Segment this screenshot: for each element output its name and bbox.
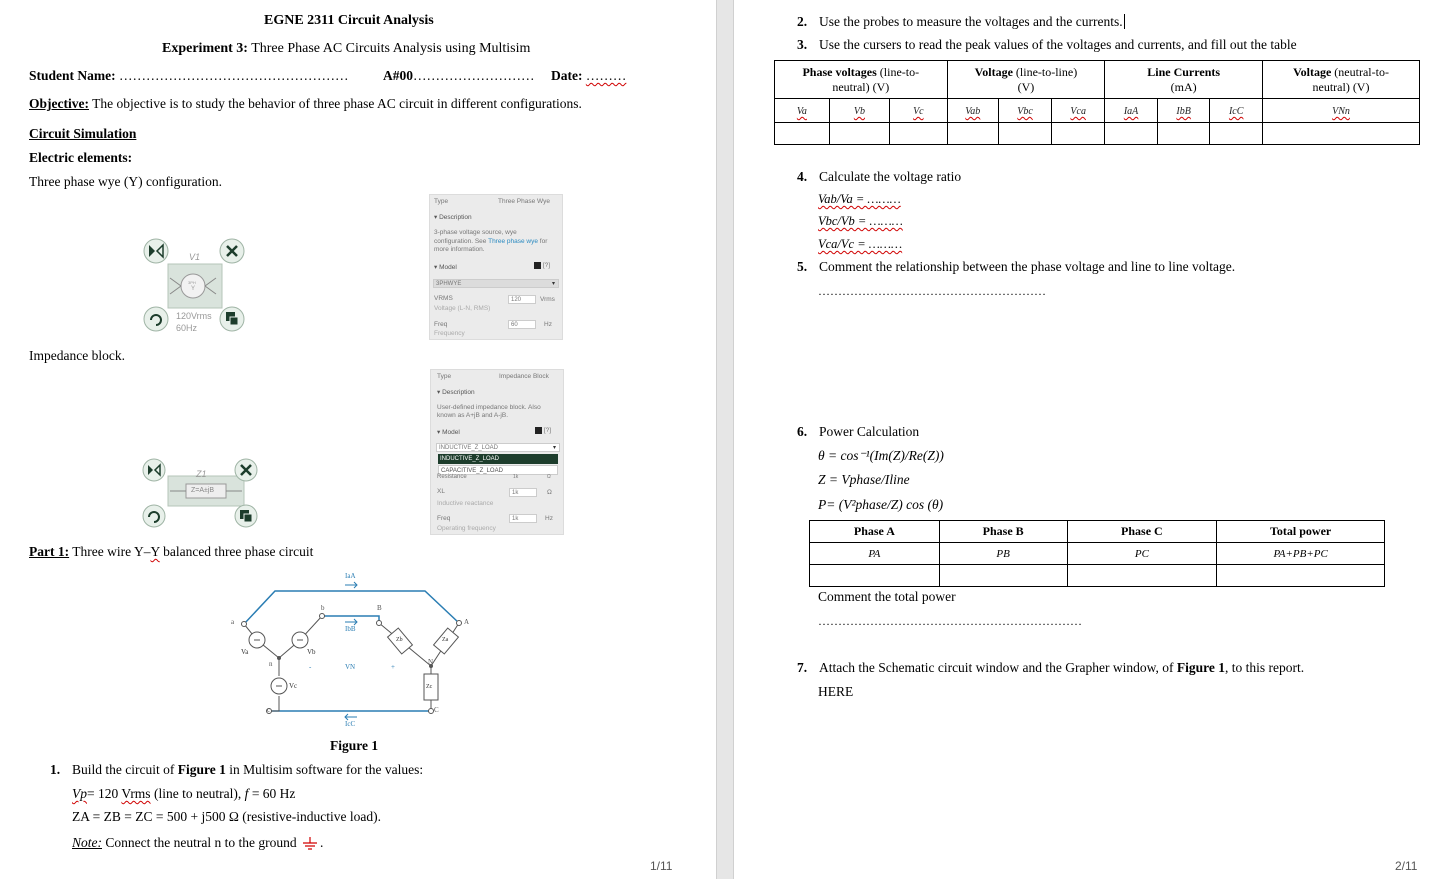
a-number-blank[interactable]: ……………………… bbox=[413, 68, 535, 83]
copy-square-front bbox=[230, 317, 238, 325]
date-blank[interactable]: ……… bbox=[585, 68, 627, 83]
dropdown-option-capacitive[interactable]: CAPACITIVE_Z_LOAD bbox=[438, 465, 558, 475]
symbol-cell: Vb bbox=[829, 99, 889, 123]
symbol-cell: Vca bbox=[1052, 99, 1105, 123]
header-phase-a: Phase A bbox=[810, 521, 940, 543]
formula-p: P= (V²phase/Z) cos (θ) bbox=[818, 497, 944, 512]
document-page-1 bbox=[0, 0, 716, 879]
measurements-table bbox=[774, 60, 1420, 145]
wire-line-a bbox=[244, 591, 459, 624]
experiment-heading bbox=[162, 41, 530, 57]
value-cell[interactable] bbox=[1105, 123, 1158, 145]
ratio-2[interactable]: Vbc/Vb = ……… bbox=[818, 214, 903, 228]
wye-description-label: Description bbox=[439, 214, 472, 221]
symbol-pb: PB bbox=[939, 543, 1067, 565]
header-line-voltages: Voltage (line-to-line) (V) bbox=[947, 61, 1105, 99]
symbol-cell: Vc bbox=[890, 99, 948, 123]
ratio-3[interactable]: Vca/Vc = ……… bbox=[818, 237, 903, 251]
comment-total-blank[interactable]: ………………………………………………………… bbox=[818, 614, 1082, 628]
step-7-text-after: , to this report. bbox=[1225, 660, 1305, 675]
power-table bbox=[809, 520, 1385, 587]
label-zb: Zb bbox=[396, 637, 403, 643]
value-cell[interactable] bbox=[1067, 565, 1217, 587]
student-info-line bbox=[29, 68, 349, 84]
symbol-cell: IbB bbox=[1157, 99, 1210, 123]
wye-model-header[interactable]: ▾ Model bbox=[434, 264, 457, 271]
impedance-resistance-label: Resistance bbox=[437, 474, 467, 480]
impedance-tile bbox=[140, 456, 264, 530]
measurements-value-row bbox=[775, 123, 1420, 145]
wye-freq-sub: Frequency bbox=[434, 330, 465, 337]
copy-square-front bbox=[244, 514, 252, 522]
rotate-icon bbox=[144, 307, 168, 331]
label-minus: - bbox=[309, 663, 312, 671]
impedance-help-text: [?] bbox=[543, 427, 552, 435]
measurements-header-row bbox=[775, 61, 1420, 99]
value-cell[interactable] bbox=[829, 123, 889, 145]
label-vn: VN bbox=[345, 663, 356, 671]
value-cell[interactable] bbox=[1210, 123, 1263, 145]
value-cell[interactable] bbox=[810, 565, 940, 587]
note-line: Note: Connect the neutral n to the ground . bbox=[72, 835, 324, 850]
impedance-freq-unit: Hz bbox=[545, 515, 553, 522]
symbol-total: PA+PB+PC bbox=[1217, 543, 1385, 565]
vp-symbol: Vp bbox=[72, 786, 87, 801]
header-phase-voltages: Phase voltages (line-to- neutral) (V) bbox=[775, 61, 948, 99]
wye-vrms-sub: Voltage (L-N, RMS) bbox=[434, 305, 491, 312]
step-7 bbox=[797, 660, 1304, 676]
label-B: B bbox=[377, 604, 382, 612]
step-4-text: Calculate the voltage ratio bbox=[819, 169, 962, 184]
value-cell[interactable] bbox=[775, 123, 830, 145]
impedance-type-label: Type bbox=[437, 373, 452, 380]
impedance-resistance-unit: Ω bbox=[547, 474, 551, 480]
step-4-number: 4. bbox=[797, 169, 808, 184]
info-icon bbox=[534, 262, 541, 269]
wye-help-text: [?] bbox=[542, 262, 551, 270]
step-2-number: 2. bbox=[797, 14, 808, 29]
note-text: Connect the neutral n to the ground bbox=[102, 835, 300, 850]
impedance-freq-sub: Operating frequency bbox=[437, 525, 496, 532]
here-placeholder: HERE bbox=[818, 684, 854, 699]
impedance-model-header[interactable]: ▾ Model bbox=[437, 429, 460, 436]
step-1-text-after: in Multisim software for the values: bbox=[225, 762, 424, 777]
info-icon bbox=[535, 427, 542, 434]
label-vc: Vc bbox=[289, 682, 298, 690]
step-7-figure-ref: Figure 1 bbox=[1176, 660, 1226, 675]
part1-label: Part 1: bbox=[29, 544, 70, 559]
wye-description-line3: more information. bbox=[434, 246, 485, 253]
step-5-answer-blank[interactable]: ………………………………………………… bbox=[818, 284, 1046, 298]
current-arrow-a bbox=[345, 582, 357, 588]
wye-properties-panel bbox=[429, 194, 563, 340]
node-C bbox=[429, 709, 434, 714]
impedance-block-text-label: Z=A±jB bbox=[191, 487, 215, 494]
symbol-cell: Vab bbox=[947, 99, 998, 123]
label-va: Va bbox=[241, 648, 249, 656]
step-5-number: 5. bbox=[797, 259, 808, 274]
wye-vrms-label: VRMS bbox=[434, 295, 453, 302]
step-5 bbox=[797, 259, 1235, 275]
step-1 bbox=[50, 762, 423, 778]
step-4 bbox=[797, 169, 961, 185]
source-symbol-bottom: Y bbox=[191, 286, 196, 292]
impedance-model-label: Model bbox=[442, 429, 460, 436]
step-3-number: 3. bbox=[797, 37, 808, 52]
label-zc: Zc bbox=[426, 684, 433, 690]
vrms-unit: Vrms bbox=[121, 786, 151, 801]
rotate-icon bbox=[143, 505, 165, 527]
wye-model-value: 3PHWYE bbox=[436, 281, 462, 287]
value-cell[interactable] bbox=[890, 123, 948, 145]
value-cell[interactable] bbox=[1263, 123, 1420, 145]
value-cell[interactable] bbox=[1052, 123, 1105, 145]
label-n: n bbox=[269, 660, 273, 668]
impedance-properties-panel bbox=[430, 369, 564, 535]
ratio-1[interactable]: Vab/Va = ……… bbox=[818, 192, 901, 206]
impedance-xl-input[interactable]: 1k bbox=[509, 488, 537, 497]
objective-text: The objective is to study the behavior of three phase AC circuit in different configurations. bbox=[92, 96, 582, 111]
impedance-resistance-value: 1k bbox=[513, 474, 519, 480]
step-1-number: 1. bbox=[50, 762, 61, 777]
symbol-cell: Va bbox=[775, 99, 830, 123]
label-iaa: IaA bbox=[345, 572, 356, 580]
value-cell[interactable] bbox=[939, 565, 1067, 587]
wye-description-text-end: for bbox=[537, 238, 548, 245]
impedance-freq-input[interactable]: 1k bbox=[509, 514, 537, 523]
student-name-blank[interactable]: …………………………………………… bbox=[119, 68, 349, 83]
figure-1-circuit bbox=[225, 570, 485, 730]
label-vb: Vb bbox=[307, 648, 316, 656]
formula-z: Z = Vphase/Iline bbox=[818, 472, 910, 487]
measurements-symbol-row bbox=[775, 99, 1420, 123]
objective-line bbox=[29, 96, 582, 112]
power-header-row bbox=[810, 521, 1385, 543]
page-number-1: 1/11 bbox=[650, 859, 673, 873]
wye-description-header[interactable]: ▾ Description bbox=[434, 214, 472, 221]
impedance-help-button[interactable] bbox=[535, 427, 551, 434]
ground-icon bbox=[300, 837, 320, 851]
wye-description-line1: 3-phase voltage source, wye bbox=[434, 229, 517, 236]
wye-description-line2 bbox=[434, 238, 547, 245]
step-3 bbox=[797, 37, 1297, 53]
symbol-pc: PC bbox=[1067, 543, 1217, 565]
symbol-cell: Vbc bbox=[998, 99, 1051, 123]
header-line-currents: Line Currents (mA) bbox=[1105, 61, 1263, 99]
wye-freq-input[interactable]: 60 bbox=[508, 320, 536, 329]
label-za: Za bbox=[442, 637, 449, 643]
wye-description-link[interactable]: Three phase wye bbox=[488, 238, 538, 245]
node-B bbox=[377, 621, 382, 626]
symbol-cell: IaA bbox=[1105, 99, 1158, 123]
wye-model-select[interactable] bbox=[433, 279, 559, 288]
label-ibb: IbB bbox=[345, 625, 356, 633]
page-gutter bbox=[716, 0, 734, 879]
impedance-xl-unit: Ω bbox=[547, 489, 552, 496]
vp-value: = 120 bbox=[87, 786, 122, 801]
circuit-simulation-heading: Circuit Simulation bbox=[29, 126, 137, 141]
chevron-down-icon: ▾ bbox=[552, 445, 556, 451]
step-6 bbox=[797, 424, 919, 440]
impedance-model-value: INDUCTIVE_Z_LOAD bbox=[439, 445, 499, 451]
source-label-vrms: 120Vrms bbox=[176, 311, 212, 321]
wye-freq-unit: Hz bbox=[544, 321, 552, 328]
a-number-field bbox=[383, 68, 535, 84]
page-number-2: 2/11 bbox=[1395, 859, 1418, 873]
part1-text-y: Y bbox=[150, 544, 160, 559]
impedance-label-z1: Z1 bbox=[196, 469, 207, 479]
impedance-description-line2: known as A+jB and A-jB. bbox=[437, 412, 509, 419]
step-5-text: Comment the relationship between the phase voltage and line to line voltage. bbox=[819, 259, 1236, 274]
step-2-text: Use the probes to measure the voltages and the currents. bbox=[819, 14, 1123, 29]
wye-freq-label: Freq bbox=[434, 321, 448, 328]
label-plus: + bbox=[391, 663, 395, 671]
circuit-diagram bbox=[225, 570, 485, 730]
node-a bbox=[242, 622, 247, 627]
electric-elements-heading: Electric elements: bbox=[29, 150, 133, 165]
step-3-text: Use the cursers to read the peak values of the voltages and currents, and fill out the table bbox=[819, 37, 1297, 52]
header-phase-b: Phase B bbox=[939, 521, 1067, 543]
student-name-label: Student Name: bbox=[29, 68, 116, 83]
symbol-cell: IcC bbox=[1210, 99, 1263, 123]
experiment-label: Experiment 3: bbox=[162, 41, 248, 56]
values-line-2: ZA = ZB = ZC = 500 + j500 Ω (resistive-inductive load). bbox=[72, 809, 381, 824]
source-symbol-top: 3PH bbox=[188, 280, 196, 285]
figure-caption: Figure 1 bbox=[330, 738, 379, 753]
formula-theta: θ = cos⁻¹(Im(Z)/Re(Z)) bbox=[818, 448, 944, 463]
values-line-1 bbox=[72, 786, 295, 802]
value-cell[interactable] bbox=[1157, 123, 1210, 145]
header-neutral-voltage: Voltage (neutral-to- neutral) (V) bbox=[1263, 61, 1420, 99]
step-2 bbox=[797, 14, 1125, 30]
header-total-power: Total power bbox=[1217, 521, 1385, 543]
comment-total-power: Comment the total power bbox=[818, 589, 956, 604]
impedance-freq-label: Freq bbox=[437, 515, 451, 522]
node-n bbox=[277, 656, 281, 660]
step-7-number: 7. bbox=[797, 660, 808, 675]
symbol-cell: VNn bbox=[1263, 99, 1420, 123]
step-1-text-before: Build the circuit of bbox=[72, 762, 178, 777]
node-A bbox=[457, 621, 462, 626]
wye-type-label: Type bbox=[434, 198, 449, 205]
label-a: a bbox=[231, 618, 235, 626]
wye-description-text: configuration. See bbox=[434, 238, 489, 245]
date-label: Date: bbox=[551, 68, 583, 83]
step-1-figure-ref: Figure 1 bbox=[177, 762, 226, 777]
step-6-text: Power Calculation bbox=[819, 424, 920, 439]
header-phase-c: Phase C bbox=[1067, 521, 1217, 543]
wye-config-text: Three phase wye (Y) configuration. bbox=[29, 174, 223, 189]
impedance-description-header[interactable]: ▾ Description bbox=[437, 389, 475, 396]
impedance-model-select[interactable] bbox=[436, 443, 560, 452]
part1-text-after: balanced three phase circuit bbox=[159, 544, 314, 559]
label-A: A bbox=[464, 618, 470, 626]
label-N: N bbox=[428, 658, 434, 666]
label-c: c bbox=[267, 706, 271, 714]
impedance-type-value: Impedance Block bbox=[499, 373, 549, 380]
power-symbol-row bbox=[810, 543, 1385, 565]
line-to-neutral-text: (line to neutral), bbox=[150, 786, 245, 801]
node-b bbox=[320, 614, 325, 619]
source-label-hz: 60Hz bbox=[176, 323, 198, 333]
label-icc: IcC bbox=[345, 720, 356, 728]
power-value-row bbox=[810, 565, 1385, 587]
label-C: C bbox=[434, 706, 439, 714]
part1-text-before: Three wire Y– bbox=[72, 544, 151, 559]
value-cell[interactable] bbox=[1217, 565, 1385, 587]
dropdown-option-inductive[interactable]: INDUCTIVE_Z_LOAD bbox=[438, 454, 558, 464]
impedance-block-text: Impedance block. bbox=[29, 348, 125, 363]
value-cell[interactable] bbox=[947, 123, 998, 145]
date-field bbox=[551, 68, 626, 84]
note-label: Note: bbox=[72, 835, 102, 850]
document-title: EGNE 2311 Circuit Analysis bbox=[264, 13, 434, 28]
part1-heading bbox=[29, 544, 313, 560]
symbol-pa: PA bbox=[810, 543, 940, 565]
wye-type-value: Three Phase Wye bbox=[498, 198, 550, 205]
frequency-value: = 60 Hz bbox=[248, 786, 296, 801]
objective-label: Objective: bbox=[29, 96, 89, 111]
impedance-description-line1: User-defined impedance block. Also bbox=[437, 404, 541, 411]
document-page-2 bbox=[734, 0, 1439, 879]
text-cursor bbox=[1124, 14, 1125, 29]
step-7-text-before: Attach the Schematic circuit window and the Grapher window, of bbox=[819, 660, 1177, 675]
wye-help-button[interactable] bbox=[534, 262, 550, 269]
wye-vrms-unit: Vrms bbox=[540, 296, 555, 303]
a-number-label: A#00 bbox=[383, 68, 413, 83]
value-cell[interactable] bbox=[998, 123, 1051, 145]
chevron-down-icon: ▾ bbox=[551, 281, 555, 287]
impedance-description-label: Description bbox=[442, 389, 475, 396]
wye-source-tile bbox=[140, 234, 250, 338]
impedance-xl-sub: Inductive reactance bbox=[437, 500, 494, 507]
label-b: b bbox=[321, 604, 325, 612]
wye-model-label: Model bbox=[439, 264, 457, 271]
f-symbol: f bbox=[244, 786, 249, 801]
wye-vrms-input[interactable]: 120 bbox=[508, 295, 536, 304]
step-6-number: 6. bbox=[797, 424, 808, 439]
experiment-title: Three Phase AC Circuits Analysis using Multisim bbox=[251, 41, 531, 56]
impedance-xl-label: XL bbox=[437, 488, 445, 495]
source-label-v1: V1 bbox=[189, 252, 201, 262]
